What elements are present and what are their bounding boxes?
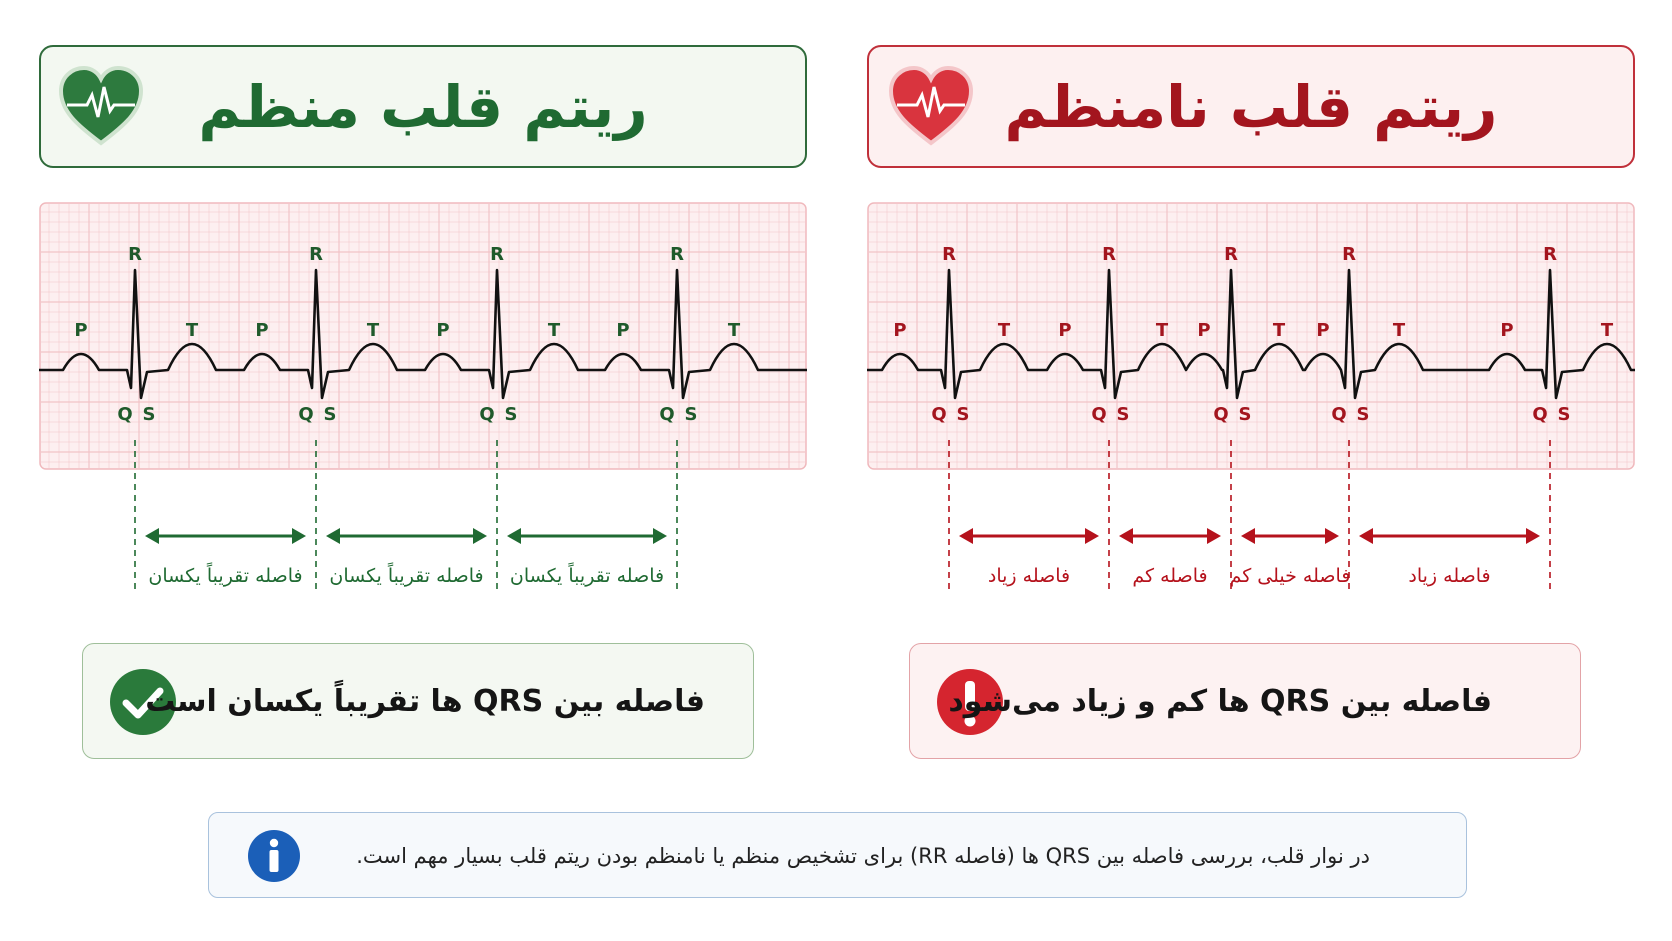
wave-label-q: Q <box>659 404 675 425</box>
arrow-head <box>326 528 340 544</box>
wave-label-t: T <box>366 320 380 341</box>
wave-label-r: R <box>1342 244 1356 265</box>
interval-label: فاصله تقریباً یکسان <box>329 565 484 587</box>
wave-label-r: R <box>309 244 323 265</box>
wave-label-t: T <box>1392 320 1406 341</box>
interval-label: فاصله خیلی کم <box>1229 565 1351 587</box>
wave-label-s: S <box>1356 404 1370 425</box>
regular-ecg-svg <box>39 202 807 470</box>
heart-ecg-icon <box>887 65 975 147</box>
wave-label-p: P <box>1197 320 1211 341</box>
ecg-grid-background <box>868 203 1634 469</box>
regular-rhythm-title: ریتم قلب منظم <box>198 72 648 141</box>
wave-label-s: S <box>1557 404 1571 425</box>
arrow-head <box>507 528 521 544</box>
wave-label-r: R <box>1102 244 1116 265</box>
info-icon <box>247 829 301 883</box>
wave-label-s: S <box>504 404 518 425</box>
wave-label-p: P <box>893 320 907 341</box>
irregular-summary-text: فاصله بین QRS ها کم و زیاد می‌شود <box>948 684 1492 719</box>
wave-label-q: Q <box>931 404 947 425</box>
arrow-head <box>1085 528 1099 544</box>
info-text: در نوار قلب، بررسی فاصله بین QRS ها (فاصله RR) برای تشخیص منظم یا نامنظم بودن ریتم قلب بسیار مهم است. <box>356 844 1370 868</box>
wave-label-q: Q <box>298 404 314 425</box>
wave-label-r: R <box>1224 244 1238 265</box>
wave-label-t: T <box>1600 320 1614 341</box>
arrow-head <box>473 528 487 544</box>
wave-label-q: Q <box>1091 404 1107 425</box>
wave-label-q: Q <box>1532 404 1548 425</box>
wave-label-t: T <box>185 320 199 341</box>
wave-label-p: P <box>74 320 88 341</box>
wave-label-p: P <box>616 320 630 341</box>
wave-label-p: P <box>436 320 450 341</box>
irregular-ecg-svg <box>867 202 1635 470</box>
wave-label-r: R <box>1543 244 1557 265</box>
wave-label-r: R <box>128 244 142 265</box>
wave-label-p: P <box>1316 320 1330 341</box>
arrow-head <box>1207 528 1221 544</box>
irregular-rhythm-title-card <box>867 45 1635 168</box>
wave-label-t: T <box>997 320 1011 341</box>
wave-label-p: P <box>255 320 269 341</box>
wave-label-s: S <box>1116 404 1130 425</box>
wave-label-r: R <box>942 244 956 265</box>
wave-label-r: R <box>490 244 504 265</box>
wave-label-t: T <box>1155 320 1169 341</box>
irregular-summary-card <box>909 643 1581 759</box>
wave-label-p: P <box>1058 320 1072 341</box>
wave-label-q: Q <box>1331 404 1347 425</box>
arrow-head <box>1526 528 1540 544</box>
arrow-head <box>292 528 306 544</box>
regular-summary-card <box>82 643 754 759</box>
arrow-head <box>959 528 973 544</box>
wave-label-s: S <box>142 404 156 425</box>
wave-label-q: Q <box>479 404 495 425</box>
wave-label-q: Q <box>117 404 133 425</box>
interval-label: فاصله تقریباً یکسان <box>148 565 303 587</box>
wave-label-s: S <box>323 404 337 425</box>
interval-label: فاصله کم <box>1132 565 1208 587</box>
irregular-ecg-strip <box>867 202 1635 470</box>
wave-label-s: S <box>684 404 698 425</box>
interval-label: فاصله تقریباً یکسان <box>509 565 665 587</box>
wave-label-s: S <box>956 404 970 425</box>
wave-label-t: T <box>1272 320 1286 341</box>
arrow-head <box>1359 528 1373 544</box>
regular-ecg-strip <box>39 202 807 470</box>
heart-ecg-icon <box>57 65 145 147</box>
wave-label-q: Q <box>1213 404 1229 425</box>
wave-label-t: T <box>727 320 741 341</box>
ecg-grid-background <box>40 203 806 469</box>
wave-label-t: T <box>547 320 561 341</box>
regular-summary-text: فاصله بین QRS ها تقریباً یکسان است <box>145 684 705 719</box>
wave-label-r: R <box>670 244 684 265</box>
regular-intervals <box>135 440 677 590</box>
arrow-head <box>1241 528 1255 544</box>
irregular-intervals <box>949 440 1550 590</box>
arrow-head <box>653 528 667 544</box>
arrow-head <box>145 528 159 544</box>
irregular-rhythm-title: ریتم قلب نامنظم <box>1004 72 1498 141</box>
arrow-head <box>1325 528 1339 544</box>
wave-label-p: P <box>1500 320 1514 341</box>
regular-rhythm-title-card <box>39 45 807 168</box>
info-note <box>208 812 1467 898</box>
interval-label: فاصله زیاد <box>1408 565 1491 587</box>
rr-interval-markers <box>0 440 1672 600</box>
wave-label-s: S <box>1238 404 1252 425</box>
arrow-head <box>1119 528 1133 544</box>
interval-label: فاصله زیاد <box>987 565 1071 587</box>
